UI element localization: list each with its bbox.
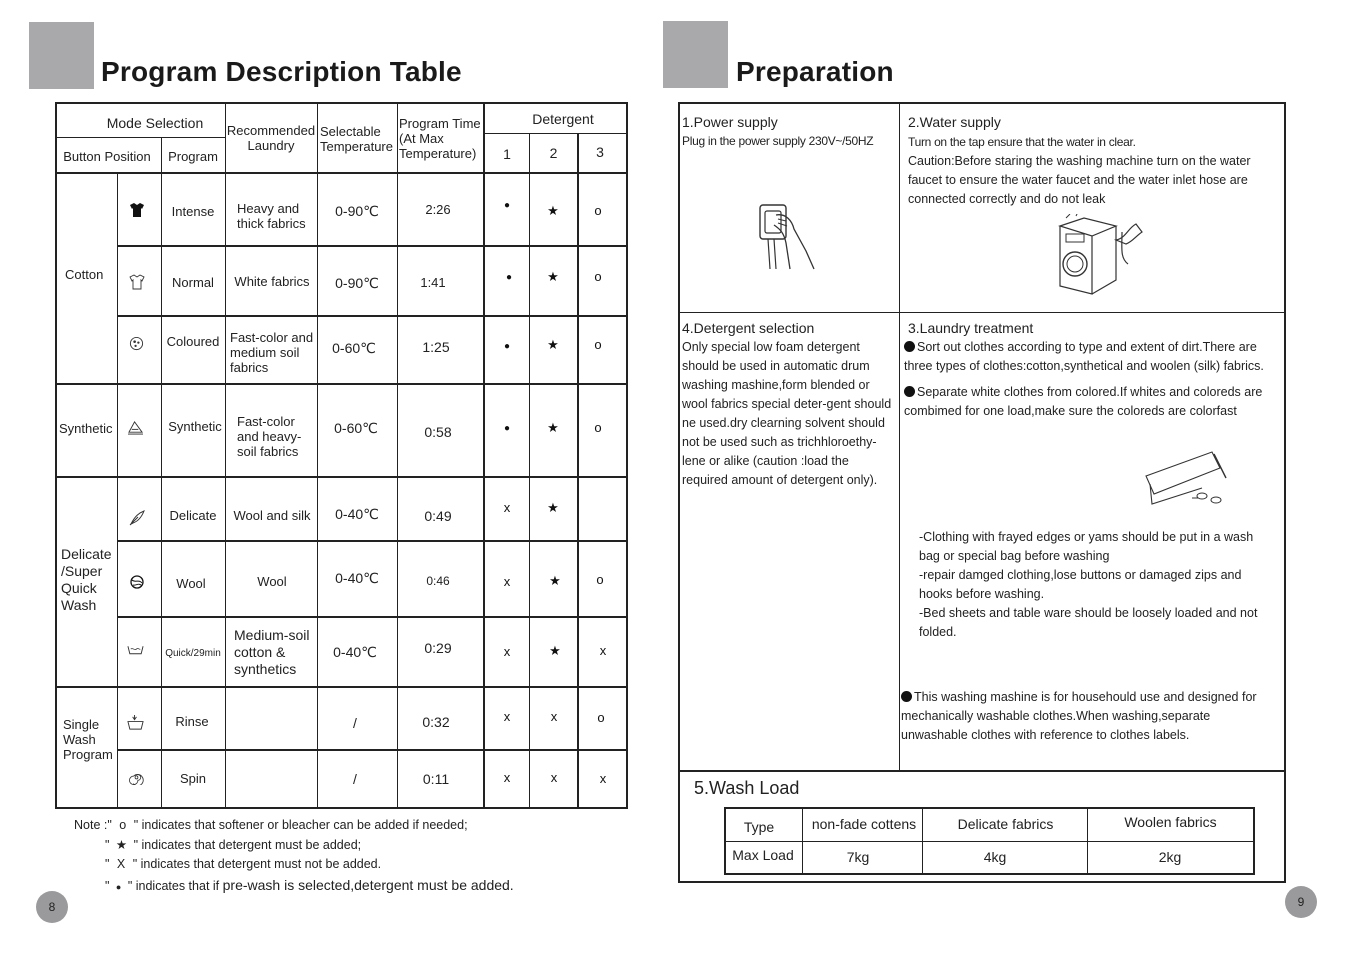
detergent-selection-title: 4.Detergent selection	[682, 320, 815, 336]
plug-hand-illustration	[756, 199, 818, 271]
laundry-dash-3: -Bed sheets and table ware should be loosely loaded and not folded.	[919, 606, 1258, 639]
bullet-icon	[901, 691, 912, 702]
note-star	[105, 837, 361, 852]
row-synthetic-det1: ●	[503, 423, 511, 434]
row-spin-det2: x	[550, 770, 558, 785]
laundry-bullet-3-text: This washing mashine is for househould use and designed for mechanically washable clothes.When washing,separate unwashable clothes with reference to clothes labels.	[901, 690, 1257, 742]
note-x	[105, 857, 381, 871]
row-quick-det2: ★	[549, 643, 561, 658]
row-normal-det1: ●	[505, 272, 513, 283]
bullet-icon	[904, 341, 915, 352]
row-wool-det2: ★	[549, 573, 561, 588]
row-delicate-det2: ★	[547, 500, 559, 515]
row-intense-temp: 0-90℃	[335, 203, 379, 219]
header-recommended-laundry: Recommended Laundry	[226, 123, 316, 153]
row-wool-det1: x	[503, 574, 511, 589]
row-quick-temp: 0-40℃	[333, 644, 377, 660]
row-rinse-det1: x	[503, 709, 511, 724]
laundry-bullet-1	[904, 338, 1282, 376]
row-rinse-time: 0:32	[422, 714, 450, 730]
wash-load-title: 5.Wash Load	[694, 778, 800, 798]
wash-load-col-delicate: Delicate fabrics	[957, 816, 1054, 832]
row-spin-temp: /	[353, 771, 357, 787]
row-rinse-det2: x	[550, 709, 558, 724]
program-table	[55, 102, 628, 809]
group-synthetic: Synthetic	[59, 421, 113, 436]
laundry-dash-2: -repair damged clothing,lose buttons or damaged zips and hooks before washing.	[919, 568, 1242, 601]
wash-load-type-label: Type	[743, 819, 775, 835]
detergent-selection-text: Only special low foam detergent should be used in automatic drum washing mashine,form blended or wool fabrics special deter-gent should ne used.dry clearning solvent should not be used such as trichhloroethy-lene or alike (caution :load the required amount of detergent only).	[682, 340, 892, 487]
row-wool-det3: o	[596, 572, 604, 587]
note-4-prefix: "	[105, 879, 110, 893]
row-coloured-det1: ●	[503, 341, 511, 352]
wool-yarn-icon	[129, 574, 145, 590]
row-normal-laundry: White fabrics	[234, 274, 310, 289]
row-normal-det2: ★	[547, 269, 559, 284]
row-quick-det3: x	[599, 643, 607, 658]
header-program-time: Program Time (At Max Temperature)	[399, 116, 481, 161]
laundry-bullet-2	[904, 383, 1274, 421]
laundry-bullet-1-text: Sort out clothes according to type and extent of dirt.There are three types of clothes:cotton,synthetical and woolen (silk) fabrics.	[904, 340, 1264, 373]
clothes-label-illustration	[1142, 448, 1232, 510]
row-normal-time: 1:41	[420, 275, 446, 290]
header-detergent-3: 3	[596, 144, 604, 160]
row-delicate-laundry: Wool and silk	[233, 508, 311, 523]
synthetic-iron-icon	[127, 420, 144, 435]
header-detergent-1: 1	[503, 146, 511, 162]
laundry-dash-1: -Clothing with frayed edges or yams should be put in a wash bag or special bag before washing	[919, 530, 1254, 563]
row-quick-det1: x	[503, 644, 511, 659]
row-spin-det3: x	[599, 771, 607, 786]
row-intense-program: Intense	[171, 204, 215, 219]
note-3-prefix: "	[105, 857, 110, 871]
laundry-treatment-title: 3.Laundry treatment	[908, 320, 1034, 336]
rinse-tub-icon	[127, 714, 144, 731]
water-supply-line2: Caution:Before staring the washing machine turn on the water faucet to ensure the water faucet and the water inlet hose are connected correctly and do not leak	[908, 154, 1251, 206]
row-spin-det1: x	[503, 770, 511, 785]
wash-load-value-woolen: 2kg	[1158, 849, 1182, 865]
row-delicate-det1: x	[503, 500, 511, 515]
row-normal-program: Normal	[172, 275, 214, 290]
row-wool-laundry: Wool	[257, 574, 287, 589]
quick-wash-tub-icon	[127, 644, 144, 656]
coloured-icon	[129, 336, 144, 351]
row-synthetic-temp: 0-60℃	[334, 420, 378, 436]
wash-load-max-label: Max Load	[732, 847, 794, 863]
wash-load-col-cottons: non-fade cottens	[811, 816, 917, 832]
left-header-block	[29, 22, 94, 89]
note-4-tail: pre-wash is selected,detergent must be added.	[222, 877, 514, 893]
row-coloured-program: Coloured	[166, 334, 220, 349]
preparation-box	[678, 102, 1286, 883]
spin-icon	[129, 770, 144, 785]
power-supply-text: Plug in the power supply 230V~/50HZ	[682, 134, 874, 148]
group-delicate: Delicate /Super Quick Wash	[61, 546, 112, 613]
header-program: Program	[168, 149, 218, 164]
note-1-text: " indicates that softener or bleacher can be added if needed;	[133, 818, 468, 832]
wash-load-value-delicate: 4kg	[983, 849, 1007, 865]
header-detergent: Detergent	[532, 111, 594, 127]
power-supply-title: 1.Power supply	[682, 114, 778, 130]
group-cotton: Cotton	[65, 267, 104, 282]
row-normal-det3: o	[594, 269, 602, 284]
wash-load-table	[724, 807, 1255, 875]
shirt-outline-icon	[129, 274, 145, 290]
note-3-text: " indicates that detergent must not be added.	[132, 857, 382, 871]
note-4-text: " indicates that if	[127, 879, 220, 893]
laundry-bullet-2-text: Separate white clothes from colored.If whites and coloreds are combimed for one load,make sure the coloreds are colorfast	[904, 385, 1263, 418]
note-1-prefix: Note :"	[74, 818, 112, 832]
row-intense-laundry: Heavy and thick fabrics	[237, 201, 306, 231]
page-number-right: 9	[1285, 886, 1317, 918]
shirt-icon	[129, 202, 145, 218]
row-quick-program: Quick/29min	[165, 648, 221, 659]
right-header-block	[663, 21, 728, 88]
page-number-left: 8	[36, 891, 68, 923]
note-4-symbol: ●	[115, 882, 122, 892]
header-mode-selection: Mode Selection	[106, 115, 204, 131]
header-detergent-2: 2	[549, 145, 558, 161]
row-coloured-time: 1:25	[422, 339, 450, 355]
note-2-prefix: "	[105, 838, 110, 852]
right-page-title: Preparation	[736, 56, 894, 87]
row-coloured-det3: o	[594, 337, 602, 352]
left-page-title: Program Description Table	[101, 56, 462, 87]
note-3-symbol: X	[116, 857, 126, 871]
header-selectable-temperature: Selectable Temperature	[320, 124, 393, 154]
row-coloured-laundry: Fast-color and medium soil fabrics	[230, 330, 314, 375]
row-synthetic-det3: o	[594, 420, 602, 435]
row-wool-temp: 0-40℃	[335, 570, 379, 586]
note-2-text: " indicates that detergent must be added;	[133, 838, 362, 852]
note-softener	[74, 818, 468, 832]
row-delicate-temp: 0-40℃	[335, 506, 379, 522]
row-spin-program: Spin	[179, 771, 207, 786]
washing-machine-illustration	[1056, 214, 1148, 296]
row-normal-temp: 0-90℃	[335, 275, 379, 291]
row-synthetic-det2: ★	[547, 420, 559, 435]
note-dot	[105, 877, 514, 893]
note-1-symbol: o	[119, 818, 127, 832]
wash-load-col-woolen: Woolen fabrics	[1124, 814, 1217, 830]
row-synthetic-program: Synthetic	[168, 419, 222, 434]
row-synthetic-laundry: Fast-color and heavy-soil fabrics	[237, 414, 302, 459]
row-quick-time: 0:29	[424, 640, 452, 656]
row-coloured-det2: ★	[547, 337, 559, 352]
row-delicate-time: 0:49	[424, 508, 452, 524]
row-quick-laundry: Medium-soil cotton & synthetics	[234, 627, 310, 677]
wash-load-value-cottons: 7kg	[846, 849, 870, 865]
row-spin-time: 0:11	[422, 771, 450, 787]
bullet-icon	[904, 386, 915, 397]
row-intense-det3: o	[594, 203, 602, 218]
row-intense-det2: ★	[547, 203, 559, 218]
feather-icon	[129, 510, 145, 526]
row-intense-det1: ●	[503, 200, 511, 211]
water-supply-title: 2.Water supply	[908, 114, 1001, 130]
row-wool-time: 0:46	[426, 574, 450, 588]
group-single-wash: Single Wash Program	[63, 717, 113, 762]
row-rinse-program: Rinse	[175, 714, 209, 729]
laundry-bullet-3	[901, 688, 1276, 745]
row-rinse-temp: /	[353, 715, 357, 731]
row-coloured-temp: 0-60℃	[332, 340, 376, 356]
row-rinse-det3: o	[597, 710, 605, 725]
row-synthetic-time: 0:58	[424, 424, 452, 440]
header-button-position: Button Position	[63, 149, 151, 164]
row-delicate-program: Delicate	[169, 508, 217, 523]
water-supply-line1: Turn on the tap ensure that the water in clear.	[908, 135, 1136, 149]
note-2-symbol: ★	[115, 838, 128, 852]
row-wool-program: Wool	[176, 576, 206, 591]
row-intense-time: 2:26	[425, 202, 451, 217]
